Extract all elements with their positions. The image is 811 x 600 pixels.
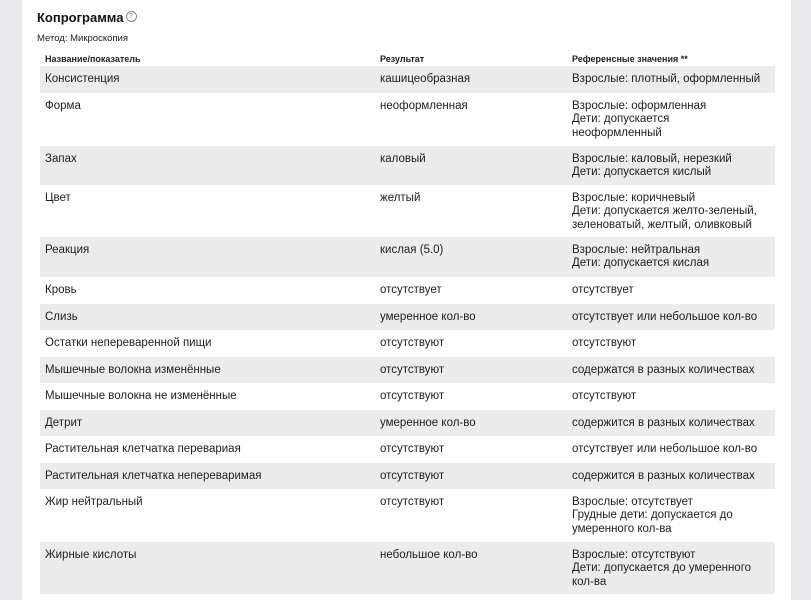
- reference-line: отсутствует или небольшое кол-во: [572, 443, 758, 455]
- header-reference: Референсные значения **: [572, 54, 688, 64]
- reference-line: Взрослые: коричневый: [572, 192, 696, 204]
- table-row: [40, 357, 775, 383]
- row-name: Мышечные волокна не изменённые: [45, 390, 237, 402]
- row-result: кислая (5.0): [380, 244, 444, 256]
- reference-line: отсутствует: [572, 284, 634, 296]
- reference-line: Взрослые: каловый, нерезкий: [572, 153, 732, 165]
- reference-line: Взрослые: нейтральная: [572, 244, 701, 256]
- row-result: отсутствует: [380, 284, 442, 296]
- row-reference: [572, 364, 777, 377]
- reference-line: умеренного кол-ва: [572, 522, 672, 535]
- reference-line: Дети: допускается: [572, 113, 670, 126]
- row-result: отсутствуют: [380, 364, 445, 376]
- reference-line: содержится в разных количествах: [572, 470, 755, 482]
- reference-line: Взрослые: плотный, оформленный: [572, 73, 761, 85]
- row-reference: [572, 496, 777, 536]
- table-row: [40, 542, 775, 594]
- row-name: Растительная клетчатка перевариая: [45, 443, 241, 455]
- table-row: [40, 237, 775, 277]
- row-result: желтый: [380, 192, 421, 204]
- table-row: [40, 185, 775, 237]
- row-result: отсутствуют: [380, 470, 445, 482]
- reference-line: отсутствуют: [572, 337, 637, 349]
- reference-line: содержатся в разных количествах: [572, 364, 755, 376]
- table-row: [40, 489, 775, 542]
- row-reference: [572, 192, 777, 232]
- reference-line: кол-ва: [572, 575, 607, 588]
- reference-line: содержится в разных количествах: [572, 417, 755, 429]
- row-name: Слизь: [45, 311, 78, 323]
- reference-line: неоформленный: [572, 126, 662, 139]
- table-header: [40, 54, 775, 66]
- section-title: Копрограмма: [37, 10, 124, 25]
- method-label: Метод: Микроскопия: [37, 33, 128, 44]
- row-name: Детрит: [45, 417, 83, 429]
- row-reference: [572, 549, 777, 589]
- header-name: Название/показатель: [45, 54, 141, 64]
- row-result: кашицеобразная: [380, 73, 471, 85]
- row-reference: [572, 100, 777, 140]
- row-reference: [572, 443, 777, 456]
- row-name: Жир нейтральный: [45, 496, 143, 508]
- row-result: неоформленная: [380, 100, 468, 112]
- row-result: отсутствуют: [380, 390, 445, 402]
- row-result: каловый: [380, 153, 426, 165]
- table-row: [40, 66, 775, 93]
- row-reference: [572, 470, 777, 483]
- row-name: Остатки непереваренной пищи: [45, 337, 212, 349]
- row-name: Запах: [45, 153, 77, 165]
- row-name: Мышечные волокна изменённые: [45, 364, 221, 376]
- row-reference: [572, 284, 777, 297]
- header-result: Результат: [380, 54, 425, 64]
- row-reference: [572, 311, 777, 324]
- report-card: [22, 0, 791, 600]
- reference-line: Дети: допускается до умеренного: [572, 562, 752, 575]
- table-row: [40, 330, 775, 357]
- row-reference: [572, 244, 777, 271]
- reference-line: Дети: допускается кислый: [572, 166, 712, 179]
- row-result: небольшое кол-во: [380, 549, 478, 561]
- table-row: [40, 383, 775, 410]
- reference-line: отсутствуют: [572, 390, 637, 402]
- row-name: Консистенция: [45, 73, 120, 85]
- row-result: умеренное кол-во: [380, 417, 476, 429]
- row-name: Кровь: [45, 284, 77, 296]
- help-circle-icon[interactable]: ?: [126, 11, 137, 22]
- row-result: отсутствуют: [380, 496, 445, 508]
- row-name: Растительная клетчатка непереваримая: [45, 470, 262, 482]
- row-reference: [572, 337, 777, 350]
- row-result: отсутствуют: [380, 337, 445, 349]
- row-name: Реакция: [45, 244, 90, 256]
- reference-line: Взрослые: оформленная: [572, 100, 707, 112]
- row-name: Цвет: [45, 192, 71, 204]
- table-row: [40, 410, 775, 436]
- reference-line: отсутствует или небольшое кол-во: [572, 311, 758, 323]
- row-reference: [572, 153, 777, 180]
- table-row: [40, 277, 775, 304]
- reference-line: зеленоватый, желтый, оливковый: [572, 218, 752, 231]
- row-name: Форма: [45, 100, 81, 112]
- section-header: [37, 10, 137, 25]
- row-reference: [572, 73, 777, 86]
- table-row: [40, 463, 775, 489]
- reference-line: Грудные дети: допускается до: [572, 509, 733, 522]
- row-name: Жирные кислоты: [45, 549, 137, 561]
- reference-line: Дети: допускается желто-зеленый,: [572, 205, 757, 218]
- table-row: [40, 93, 775, 146]
- row-result: умеренное кол-во: [380, 311, 476, 323]
- table-row: [40, 146, 775, 185]
- row-reference: [572, 390, 777, 403]
- reference-line: Взрослые: отсутствуют: [572, 549, 696, 561]
- table-row: [40, 436, 775, 463]
- results-table: [40, 66, 775, 594]
- reference-line: Дети: допускается кислая: [572, 257, 710, 270]
- row-result: отсутствуют: [380, 443, 445, 455]
- row-reference: [572, 417, 777, 430]
- table-row: [40, 304, 775, 330]
- reference-line: Взрослые: отсутствует: [572, 496, 693, 508]
